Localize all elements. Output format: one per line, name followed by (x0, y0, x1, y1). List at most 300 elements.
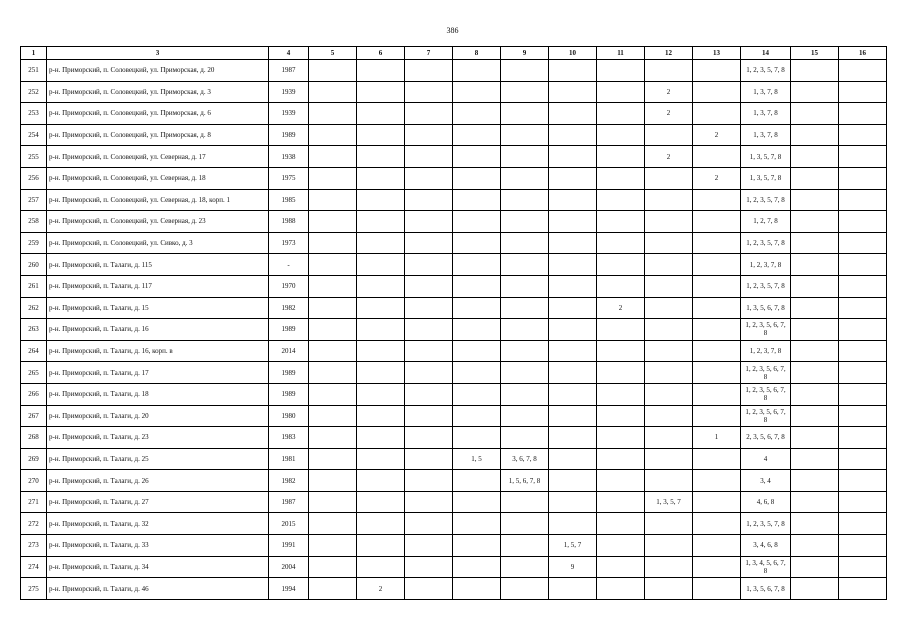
table-cell (839, 427, 887, 449)
table-row (21, 427, 887, 449)
table-cell (791, 535, 839, 557)
table-cell: 1, 2, 3, 5, 6, 7, 8 (741, 383, 791, 405)
table-cell: 1, 2, 3, 7, 8 (741, 254, 791, 276)
table-cell (309, 60, 357, 82)
table-cell (405, 146, 453, 168)
table-cell (501, 232, 549, 254)
table-cell (405, 211, 453, 233)
table-row (21, 297, 887, 319)
table-cell (357, 275, 405, 297)
table-cell: 3, 6, 7, 8 (501, 448, 549, 470)
column-header-9: 9 (501, 47, 549, 60)
table-cell: 3, 4 (741, 470, 791, 492)
row-number-cell: 251 (21, 60, 47, 82)
table-cell (791, 491, 839, 513)
table-cell (693, 103, 741, 125)
table-cell (357, 362, 405, 384)
row-number-cell: 268 (21, 427, 47, 449)
column-header-13: 13 (693, 47, 741, 60)
table-cell (501, 275, 549, 297)
table-cell: 1, 3, 5, 7, 8 (741, 146, 791, 168)
table-cell (645, 60, 693, 82)
table-cell (501, 513, 549, 535)
row-number-cell: 262 (21, 297, 47, 319)
table-cell (549, 383, 597, 405)
table-cell (405, 275, 453, 297)
table-cell (645, 340, 693, 362)
header-row (21, 47, 887, 60)
year-cell: 1938 (269, 146, 309, 168)
table-cell (357, 60, 405, 82)
table-row (21, 124, 887, 146)
table-cell: 1, 3, 7, 8 (741, 124, 791, 146)
row-number-cell: 272 (21, 513, 47, 535)
table-cell (597, 189, 645, 211)
table-cell (597, 319, 645, 341)
table-cell (549, 81, 597, 103)
table-row (21, 189, 887, 211)
table-cell (839, 556, 887, 578)
table-cell: 1, 5, 7 (549, 535, 597, 557)
table-cell: 1, 3, 7, 8 (741, 81, 791, 103)
table-cell (791, 383, 839, 405)
table-cell (549, 513, 597, 535)
row-number-cell: 259 (21, 232, 47, 254)
table-cell (645, 189, 693, 211)
table-cell (453, 556, 501, 578)
table-cell: 3, 4, 6, 8 (741, 535, 791, 557)
table-cell (501, 146, 549, 168)
table-cell (645, 167, 693, 189)
table-cell (405, 189, 453, 211)
table-cell: 1, 2, 3, 5, 7, 8 (741, 189, 791, 211)
table-cell (453, 103, 501, 125)
table-cell (549, 103, 597, 125)
table-body (21, 60, 887, 600)
table-row (21, 232, 887, 254)
table-cell: 1, 2, 3, 5, 6, 7, 8 (741, 319, 791, 341)
table-cell (309, 535, 357, 557)
table-cell (357, 383, 405, 405)
table-cell (597, 405, 645, 427)
table-row (21, 275, 887, 297)
year-cell: 1982 (269, 470, 309, 492)
table-cell (309, 319, 357, 341)
table-cell (839, 81, 887, 103)
table-row (21, 470, 887, 492)
table-cell (839, 319, 887, 341)
table-cell (693, 362, 741, 384)
table-cell (791, 340, 839, 362)
table-cell (693, 81, 741, 103)
table-cell (839, 124, 887, 146)
table-cell (357, 556, 405, 578)
column-header-8: 8 (453, 47, 501, 60)
table-cell (839, 470, 887, 492)
table-row (21, 535, 887, 557)
table-cell (645, 556, 693, 578)
table-cell (453, 167, 501, 189)
table-cell (357, 491, 405, 513)
table-cell (839, 578, 887, 600)
table-cell (791, 167, 839, 189)
table-cell (405, 405, 453, 427)
table-cell (501, 427, 549, 449)
table-cell (549, 60, 597, 82)
year-cell: 1991 (269, 535, 309, 557)
table-cell: 1, 3, 5, 7 (645, 491, 693, 513)
table-cell (549, 319, 597, 341)
row-number-cell: 273 (21, 535, 47, 557)
table-cell (309, 448, 357, 470)
table-cell (791, 211, 839, 233)
column-header-12: 12 (645, 47, 693, 60)
column-header-1: 1 (21, 47, 47, 60)
address-cell: р-н. Приморский, п. Соловецкий, ул. Северная, д. 18 (47, 167, 269, 189)
year-cell: 1970 (269, 275, 309, 297)
table-cell: 1, 2, 3, 5, 6, 7, 8 (741, 362, 791, 384)
column-header-14: 14 (741, 47, 791, 60)
table-cell: 1, 2, 3, 5, 6, 7, 8 (741, 405, 791, 427)
table-cell (693, 340, 741, 362)
address-cell: р-н. Приморский, п. Соловецкий, ул. Приморская, д. 6 (47, 103, 269, 125)
table-cell (791, 275, 839, 297)
table-cell (405, 513, 453, 535)
table-cell: 9 (549, 556, 597, 578)
table-cell (791, 146, 839, 168)
table-row (21, 254, 887, 276)
table-cell (645, 513, 693, 535)
row-number-cell: 269 (21, 448, 47, 470)
year-cell: 1987 (269, 60, 309, 82)
table-cell (501, 362, 549, 384)
table-cell (597, 535, 645, 557)
row-number-cell: 254 (21, 124, 47, 146)
table-cell (549, 254, 597, 276)
address-cell: р-н. Приморский, п. Талаги, д. 46 (47, 578, 269, 600)
table-cell (309, 513, 357, 535)
table-cell (453, 211, 501, 233)
table-cell (791, 60, 839, 82)
table-cell (405, 297, 453, 319)
table-cell (839, 513, 887, 535)
table-cell (597, 211, 645, 233)
table-cell: 1 (693, 427, 741, 449)
table-cell (309, 81, 357, 103)
table-cell (791, 362, 839, 384)
row-number-cell: 271 (21, 491, 47, 513)
table-cell (693, 189, 741, 211)
table-cell: 2 (693, 124, 741, 146)
address-cell: р-н. Приморский, п. Талаги, д. 25 (47, 448, 269, 470)
table-cell (791, 254, 839, 276)
table-cell (597, 232, 645, 254)
row-number-cell: 257 (21, 189, 47, 211)
table-cell (357, 211, 405, 233)
table-cell (453, 427, 501, 449)
table-cell (453, 491, 501, 513)
table-cell (693, 146, 741, 168)
table-cell (645, 124, 693, 146)
table-cell (693, 232, 741, 254)
address-cell: р-н. Приморский, п. Соловецкий, ул. Сивко, д. 3 (47, 232, 269, 254)
table-cell (309, 167, 357, 189)
table-cell (839, 146, 887, 168)
table-cell: 1, 5, 6, 7, 8 (501, 470, 549, 492)
address-cell: р-н. Приморский, п. Талаги, д. 23 (47, 427, 269, 449)
address-cell: р-н. Приморский, п. Талаги, д. 27 (47, 491, 269, 513)
table-cell (501, 254, 549, 276)
table-cell (645, 383, 693, 405)
table-cell (501, 60, 549, 82)
table-cell (597, 427, 645, 449)
table-cell (839, 405, 887, 427)
address-cell: р-н. Приморский, п. Талаги, д. 26 (47, 470, 269, 492)
table-cell (839, 491, 887, 513)
table-cell (453, 146, 501, 168)
year-cell: 1939 (269, 81, 309, 103)
table-cell (549, 362, 597, 384)
table-cell (405, 535, 453, 557)
table-cell (453, 297, 501, 319)
table-cell: 1, 2, 3, 5, 7, 8 (741, 232, 791, 254)
table-cell (405, 167, 453, 189)
table-cell (693, 448, 741, 470)
table-cell (501, 340, 549, 362)
column-header-6: 6 (357, 47, 405, 60)
table-cell (501, 167, 549, 189)
table-cell (357, 427, 405, 449)
column-header-11: 11 (597, 47, 645, 60)
table-cell (597, 146, 645, 168)
table-cell (693, 275, 741, 297)
address-cell: р-н. Приморский, п. Соловецкий, ул. Приморская, д. 8 (47, 124, 269, 146)
table-cell (501, 491, 549, 513)
table-cell (549, 491, 597, 513)
table-cell (693, 383, 741, 405)
year-cell: 1988 (269, 211, 309, 233)
row-number-cell: 263 (21, 319, 47, 341)
table-cell (645, 535, 693, 557)
table-cell (501, 124, 549, 146)
table-cell (597, 254, 645, 276)
column-header-4: 4 (269, 47, 309, 60)
table-cell (839, 254, 887, 276)
address-cell: р-н. Приморский, п. Талаги, д. 17 (47, 362, 269, 384)
year-cell: 1994 (269, 578, 309, 600)
year-cell: 1989 (269, 124, 309, 146)
table-cell (309, 297, 357, 319)
column-header-7: 7 (405, 47, 453, 60)
year-cell: 1975 (269, 167, 309, 189)
year-cell: 2015 (269, 513, 309, 535)
table-cell: 2, 3, 5, 6, 7, 8 (741, 427, 791, 449)
address-cell: р-н. Приморский, п. Талаги, д. 32 (47, 513, 269, 535)
table-row (21, 491, 887, 513)
table-cell (453, 124, 501, 146)
table-cell (453, 81, 501, 103)
table-cell (405, 254, 453, 276)
table-cell (693, 211, 741, 233)
table-cell (597, 556, 645, 578)
table-cell (597, 383, 645, 405)
table-row (21, 60, 887, 82)
table-cell (549, 211, 597, 233)
table-cell (501, 556, 549, 578)
table-cell (453, 470, 501, 492)
table-cell (357, 513, 405, 535)
table-cell (645, 362, 693, 384)
table-cell (549, 297, 597, 319)
row-number-cell: 267 (21, 405, 47, 427)
table-row (21, 103, 887, 125)
table-cell (597, 448, 645, 470)
table-cell (549, 167, 597, 189)
table-cell (549, 340, 597, 362)
table-cell (309, 103, 357, 125)
address-cell: р-н. Приморский, п. Соловецкий, ул. Приморская, д. 20 (47, 60, 269, 82)
table-cell (453, 60, 501, 82)
table-cell (597, 275, 645, 297)
row-number-cell: 270 (21, 470, 47, 492)
row-number-cell: 265 (21, 362, 47, 384)
table-cell (357, 146, 405, 168)
table-cell (501, 383, 549, 405)
table-cell (405, 319, 453, 341)
table-row (21, 146, 887, 168)
table-row (21, 211, 887, 233)
address-cell: р-н. Приморский, п. Соловецкий, ул. Северная, д. 17 (47, 146, 269, 168)
table-cell (309, 124, 357, 146)
table-cell (501, 189, 549, 211)
row-number-cell: 256 (21, 167, 47, 189)
table-cell (693, 513, 741, 535)
table-cell (405, 340, 453, 362)
table-cell (309, 427, 357, 449)
table-cell (839, 167, 887, 189)
table-cell (839, 60, 887, 82)
address-cell: р-н. Приморский, п. Талаги, д. 15 (47, 297, 269, 319)
table-cell (309, 405, 357, 427)
table-cell (791, 513, 839, 535)
table-row (21, 362, 887, 384)
table-cell (597, 578, 645, 600)
table-row (21, 405, 887, 427)
year-cell: 2014 (269, 340, 309, 362)
table-cell (597, 340, 645, 362)
row-number-cell: 264 (21, 340, 47, 362)
table-cell (791, 578, 839, 600)
table-cell (597, 124, 645, 146)
table-cell: 1, 2, 7, 8 (741, 211, 791, 233)
table-cell (453, 513, 501, 535)
table-cell (791, 189, 839, 211)
table-cell (309, 556, 357, 578)
table-cell (309, 578, 357, 600)
table-cell (405, 383, 453, 405)
table-cell (645, 405, 693, 427)
table-cell (791, 124, 839, 146)
table-cell (597, 362, 645, 384)
year-cell: 1982 (269, 297, 309, 319)
table-cell (309, 491, 357, 513)
year-cell: 1981 (269, 448, 309, 470)
table-cell (357, 167, 405, 189)
table-cell: 1, 3, 5, 7, 8 (741, 167, 791, 189)
table-cell (791, 405, 839, 427)
year-cell: 1985 (269, 189, 309, 211)
row-number-cell: 258 (21, 211, 47, 233)
table-cell (309, 383, 357, 405)
table-cell (791, 556, 839, 578)
table-row (21, 448, 887, 470)
table-cell (453, 578, 501, 600)
table-cell (549, 232, 597, 254)
table-cell (309, 254, 357, 276)
table-cell (357, 81, 405, 103)
table-cell (693, 254, 741, 276)
table-cell (645, 427, 693, 449)
table-cell (501, 578, 549, 600)
table-cell (501, 535, 549, 557)
table-cell (839, 211, 887, 233)
column-header-15: 15 (791, 47, 839, 60)
table-cell (791, 103, 839, 125)
table-cell: 2 (357, 578, 405, 600)
column-header-5: 5 (309, 47, 357, 60)
table-cell (357, 405, 405, 427)
table-cell (405, 470, 453, 492)
table-cell (549, 427, 597, 449)
table-cell (645, 297, 693, 319)
address-cell: р-н. Приморский, п. Талаги, д. 16 (47, 319, 269, 341)
table-cell (693, 470, 741, 492)
table-cell (839, 448, 887, 470)
table-cell: 1, 2, 3, 7, 8 (741, 340, 791, 362)
row-number-cell: 261 (21, 275, 47, 297)
table-cell (645, 319, 693, 341)
table-cell (597, 60, 645, 82)
table-row (21, 556, 887, 578)
year-cell: 1989 (269, 319, 309, 341)
table-cell (501, 297, 549, 319)
table-cell (405, 232, 453, 254)
table-cell (501, 81, 549, 103)
table-cell (791, 319, 839, 341)
address-cell: р-н. Приморский, п. Талаги, д. 33 (47, 535, 269, 557)
table-cell (645, 254, 693, 276)
table-cell (405, 556, 453, 578)
table-cell (693, 405, 741, 427)
table-cell: 1, 2, 3, 5, 7, 8 (741, 60, 791, 82)
year-cell: 2004 (269, 556, 309, 578)
table-cell (597, 81, 645, 103)
table-cell (405, 491, 453, 513)
year-cell: 1989 (269, 362, 309, 384)
row-number-cell: 255 (21, 146, 47, 168)
table-cell: 1, 2, 3, 5, 7, 8 (741, 513, 791, 535)
table-cell (309, 362, 357, 384)
table-cell (645, 448, 693, 470)
table-cell: 2 (597, 297, 645, 319)
table-cell (693, 319, 741, 341)
table-cell (645, 578, 693, 600)
table-cell (453, 405, 501, 427)
year-cell: 1980 (269, 405, 309, 427)
table-cell (839, 103, 887, 125)
table-cell (501, 211, 549, 233)
table-cell: 4, 6, 8 (741, 491, 791, 513)
